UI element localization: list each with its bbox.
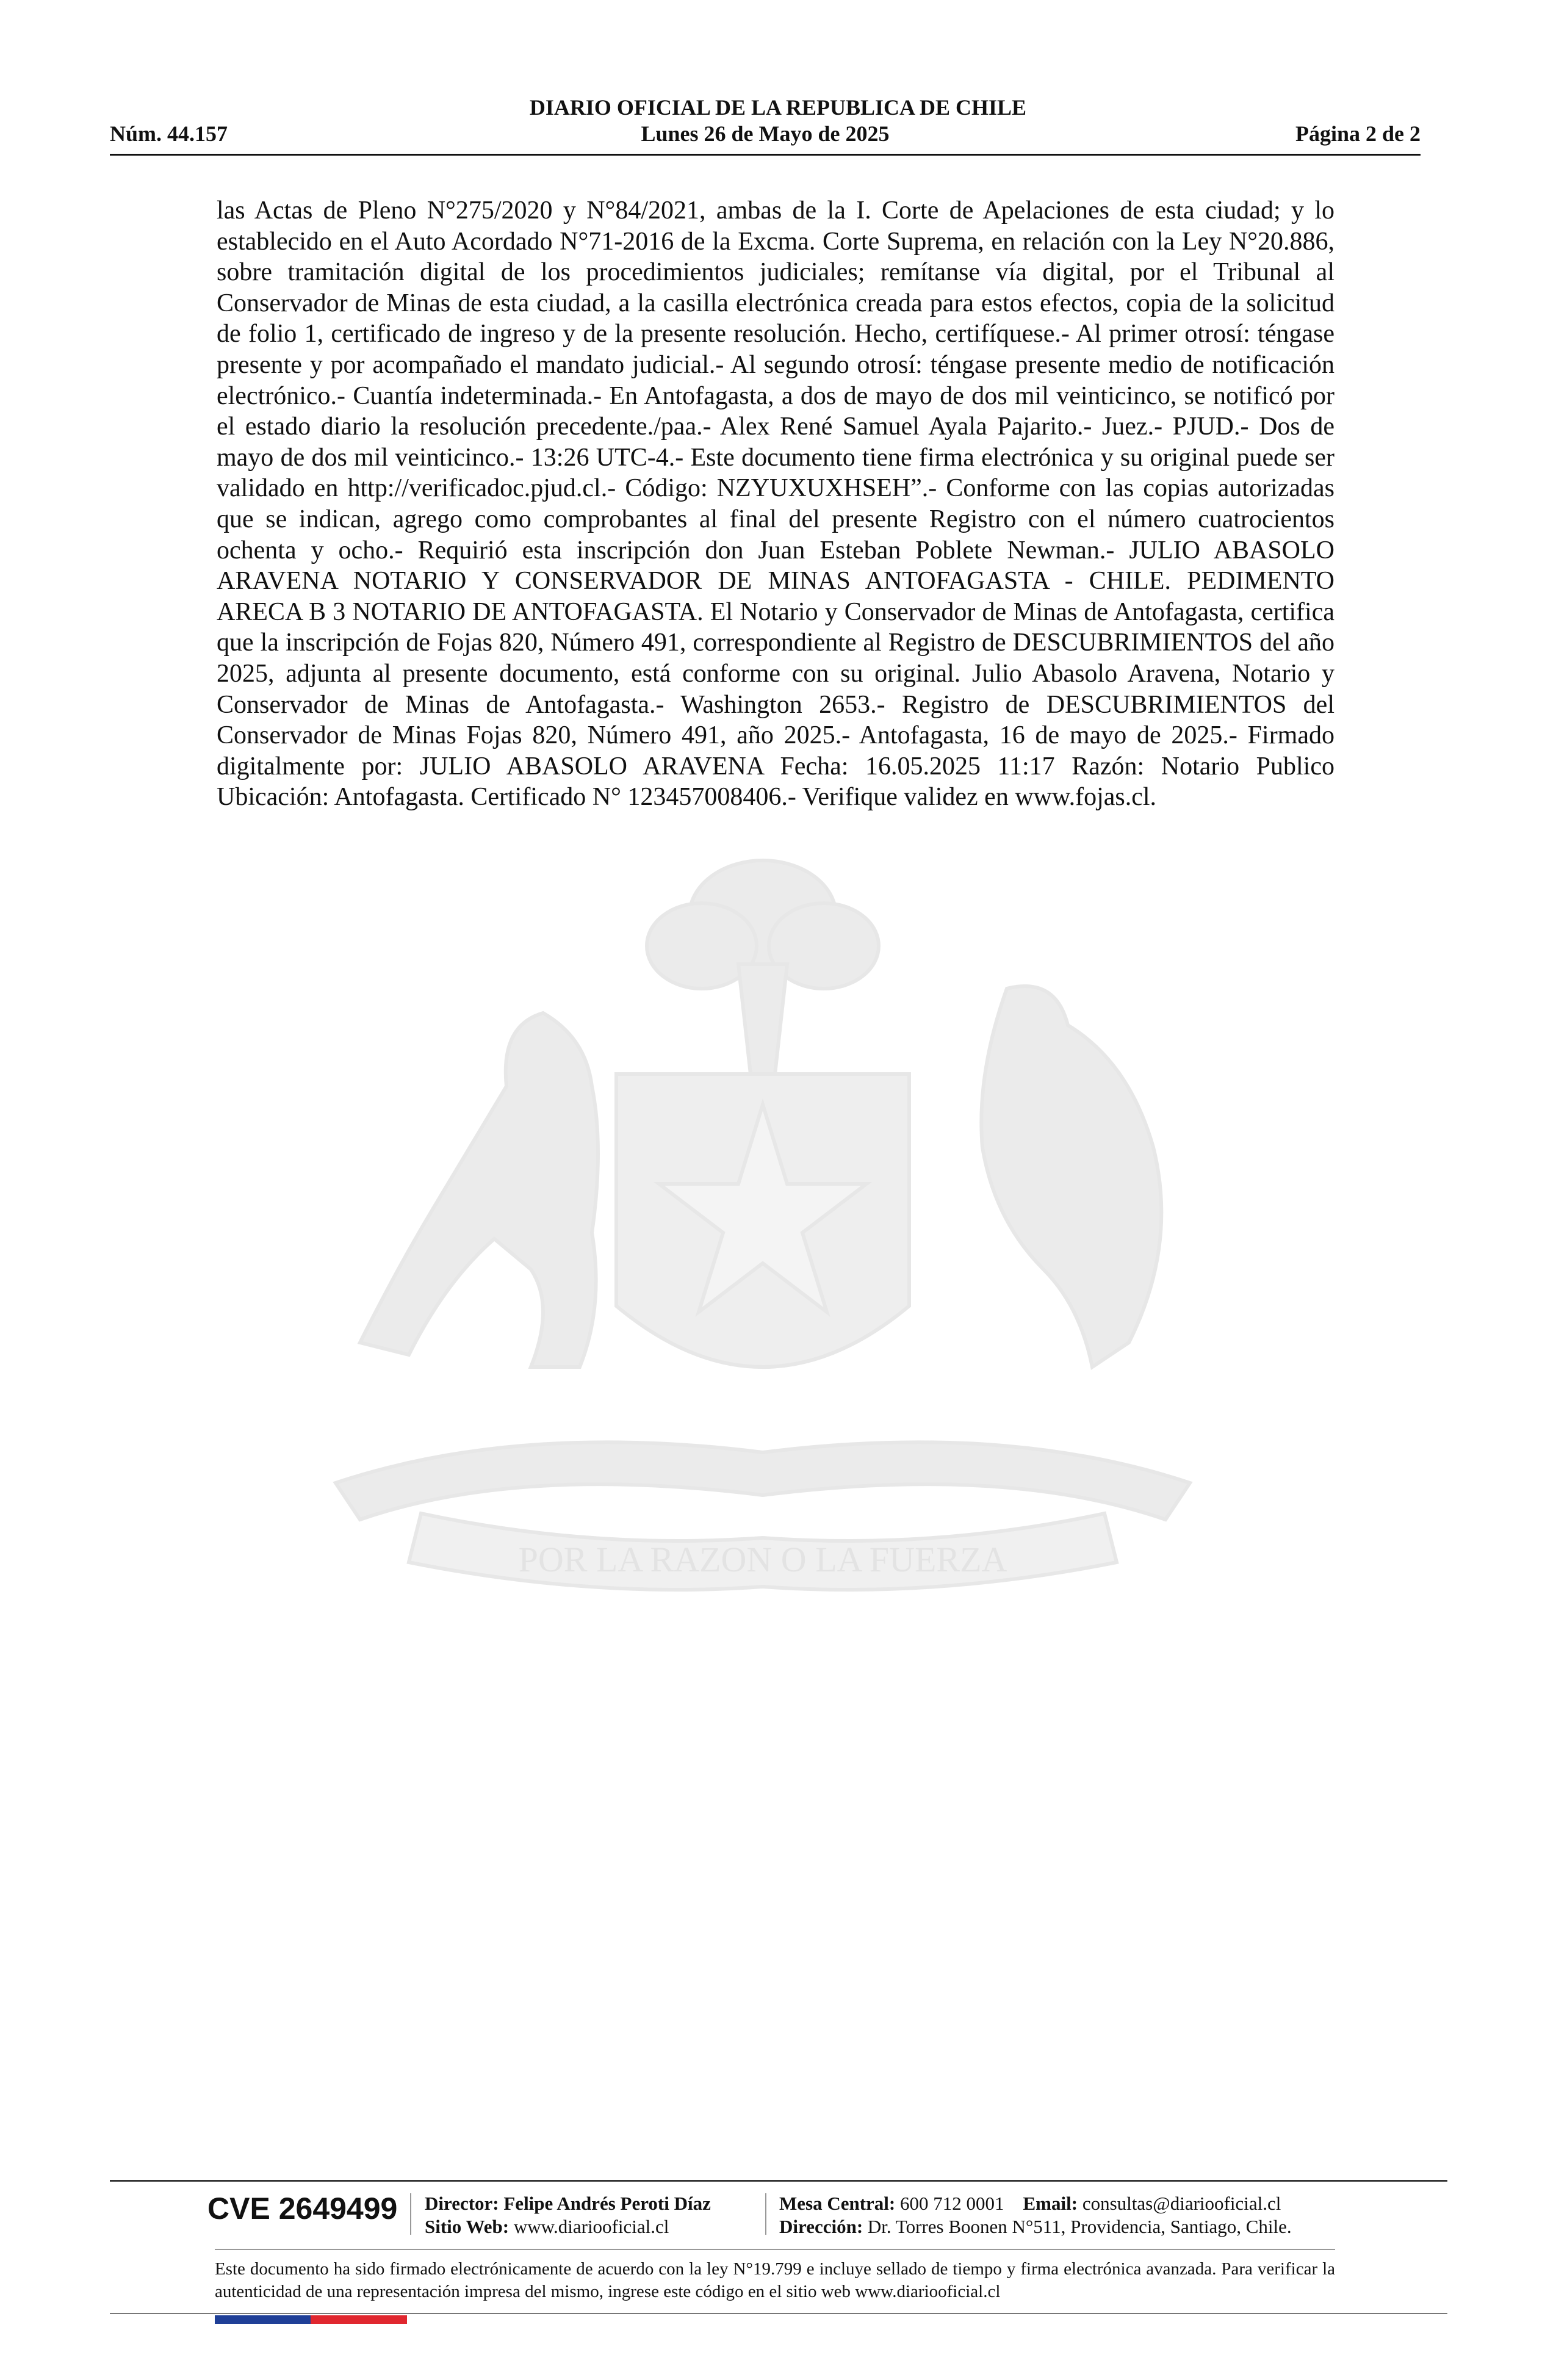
header-divider — [110, 154, 1421, 156]
watermark-motto: POR LA RAZON O LA FUERZA — [518, 1540, 1007, 1579]
flag-stripe-blue — [215, 2315, 311, 2324]
footer-contact-block — [779, 2192, 1292, 2238]
issue-number: Núm. 44.157 — [110, 121, 228, 146]
director-label: Director: — [425, 2193, 499, 2214]
footer-divider-top — [110, 2180, 1447, 2182]
issue-date: Lunes 26 de Mayo de 2025 — [641, 121, 890, 146]
gazette-title: DIARIO OFICIAL DE LA REPUBLICA DE CHILE — [529, 95, 1027, 120]
email-address[interactable]: consultas@diariooficial.cl — [1082, 2193, 1281, 2214]
electronic-signature-note: Este documento ha sido firmado electrónicamente de acuerdo con la ley N°19.799 e incluye sellado de tiempo y firma electrónica avanzada. Para verificar la autenticidad de una representación impresa del mismo, ingrese este código en el sitio web www.diariooficial.cl — [215, 2259, 1335, 2301]
cve-code: CVE 2649499 — [207, 2191, 398, 2226]
address-label: Dirección: — [779, 2216, 863, 2237]
director-name: Felipe Andrés Peroti Díaz — [503, 2193, 711, 2214]
mesa-label: Mesa Central: — [779, 2193, 896, 2214]
footer-separator — [765, 2193, 766, 2235]
email-label: Email: — [1023, 2193, 1078, 2214]
site-url[interactable]: www.diariooficial.cl — [513, 2216, 669, 2237]
document-body: las Actas de Pleno N°275/2020 y N°84/2021, ambas de la I. Corte de Apelaciones de esta ciudad; y lo establecido en el Auto Acordado N°71-2016 de la Excma. Corte Suprema, en relación con la Ley N°20.886, sobre tramitación digital de los procedimientos judiciales; remítanse vía digital, por el Tribunal al Conservador de Minas de esta ciudad, a la casilla electrónica creada para estos efectos, copia de la solicitud de folio 1, certificado de ingreso y de la presente resolución. Hecho, certifíquese.- Al primer otrosí: téngase presente y por acompañado el mandato judicial.- Al segundo otrosí: téngase presente medio de notificación electrónico.- Cuantía indeterminada.- En Antofagasta, a dos de mayo de dos mil veinticinco, se notificó por el estado diario la resolución precedente./paa.- Alex René Samuel Ayala Pajarito.- Juez.- PJUD.- Dos de mayo de dos mil veinticinco.- 13:26 UTC-4.- Este documento tiene firma electrónica y su original puede ser validado en http://verificadoc.pjud.cl.- Código: NZYUXUXHSEH”.- Conforme con las copias autorizadas que se indican, agrego como comprobantes al final del presente Registro con el número cuatrocientos ochenta y ocho.- Requirió esta inscripción don Juan Esteban Poblete Newman.- JULIO ABASOLO ARAVENA NOTARIO Y CONSERVADOR DE MINAS ANTOFAGASTA - CHILE. PEDIMENTO ARECA B 3 NOTARIO DE ANTOFAGASTA. El Notario y Conservador de Minas de Antofagasta, certifica que la inscripción de Fojas 820, Número 491, correspondiente al Registro de DESCUBRIMIENTOS del año 2025, adjunta al presente documento, está conforme con su original. Julio Abasolo Aravena, Notario y Conservador de Minas de Antofagasta.- Washington 2653.- Registro de DESCUBRIMIENTOS del Conservador de Minas Fojas 820, Número 491, año 2025.- Antofagasta, 16 de mayo de 2025.- Firmado digitalmente por: JULIO ABASOLO ARAVENA Fecha: 16.05.2025 11:17 Razón: Notario Publico Ubicación: Antofagasta. Certificado N° 123457008406.- Verifique validez en www.fojas.cl. — [217, 197, 1334, 812]
footer-separator — [410, 2193, 411, 2235]
coat-of-arms-watermark — [214, 842, 1312, 1672]
footer-divider-bottom — [110, 2313, 1447, 2314]
header-row — [110, 121, 1421, 148]
address-value: Dr. Torres Boonen N°511, Providencia, Santiago, Chile. — [867, 2216, 1292, 2237]
footer-divider-mid — [215, 2249, 1335, 2250]
footer-director-block — [425, 2192, 711, 2238]
site-label: Sitio Web: — [425, 2216, 510, 2237]
mesa-phone: 600 712 0001 — [900, 2193, 1004, 2214]
page-indicator: Página 2 de 2 — [1295, 121, 1421, 146]
flag-stripe-red — [311, 2315, 407, 2324]
